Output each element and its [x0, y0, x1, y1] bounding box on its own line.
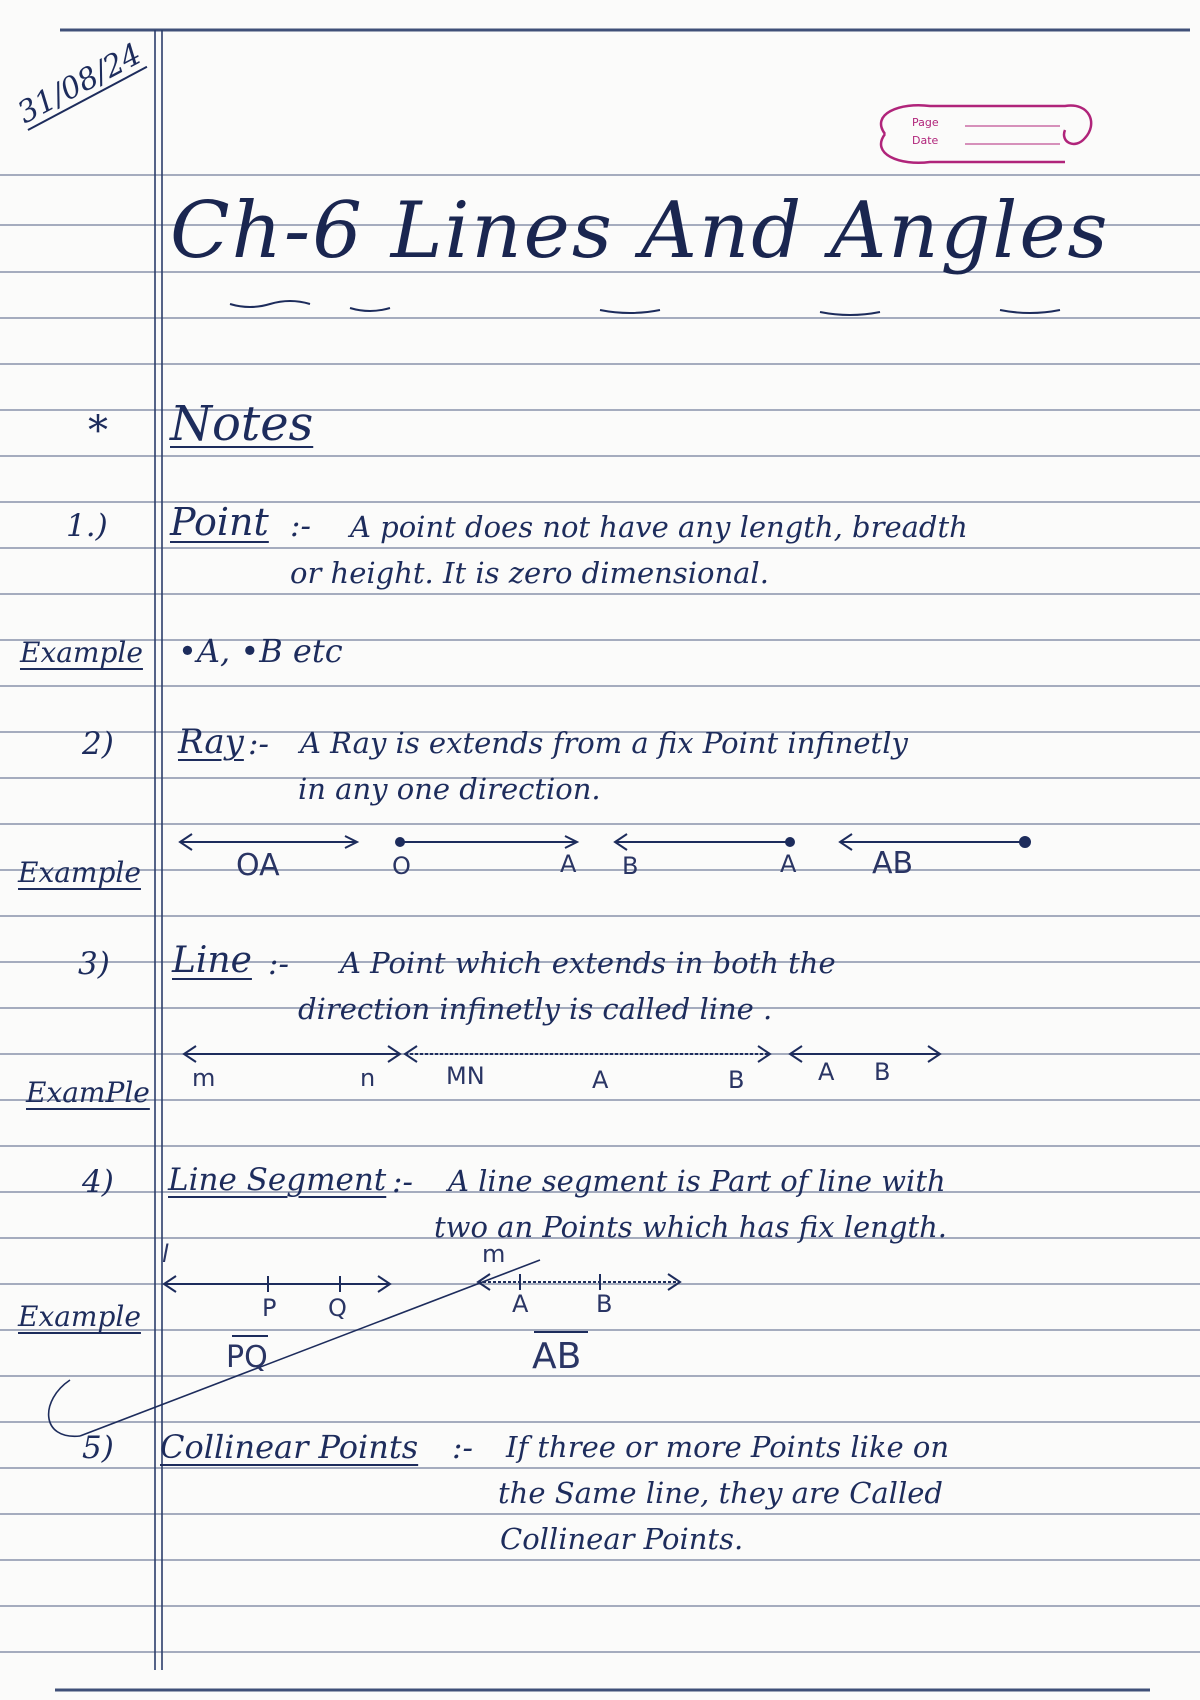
segment-label-p: P: [262, 1294, 277, 1322]
line-label-n: n: [360, 1064, 376, 1092]
collinear-term: Collinear Points: [160, 1428, 419, 1466]
ray-label-a2: A: [780, 850, 797, 878]
segment-sep: :-: [392, 1164, 413, 1200]
line-label-b: B: [728, 1066, 745, 1094]
collinear-def-line1: If three or more Points like on: [506, 1430, 950, 1464]
collinear-def-line3: Collinear Points.: [500, 1522, 744, 1556]
ray-def-line1: A Ray is extends from a fix Point infinetly: [300, 726, 908, 760]
notes-bullet: *: [88, 408, 108, 454]
ray-diagram: [0, 824, 1200, 884]
notes-heading: Notes: [170, 396, 314, 452]
line-label-b2: B: [874, 1058, 891, 1086]
segment-label-ab: AB: [532, 1336, 582, 1377]
segment-label-b: B: [596, 1290, 613, 1318]
collinear-def-line2: the Same line, they are Called: [498, 1476, 943, 1510]
ray-term: Ray: [178, 722, 244, 762]
ray-label-a: A: [560, 850, 577, 878]
ray-number: 2): [82, 726, 114, 762]
stamp-date-label: Date: [912, 134, 939, 147]
line-label-a: A: [592, 1066, 609, 1094]
line-term: Line: [172, 940, 252, 981]
point-def-line1: A point does not have any length, breadth: [350, 510, 968, 544]
segment-label-m: m: [482, 1240, 506, 1268]
ray-label-b: B: [622, 852, 639, 880]
point-example-text: •A, •B etc: [178, 632, 343, 670]
line-number: 3): [78, 946, 110, 982]
point-term: Point: [170, 500, 269, 544]
collinear-sep: :-: [452, 1430, 473, 1466]
point-example-label: Example: [20, 636, 143, 669]
segment-label-q: Q: [328, 1294, 347, 1322]
ray-label-o: O: [392, 852, 411, 880]
ray-sep: :-: [248, 726, 269, 762]
segment-term: Line Segment: [168, 1162, 387, 1198]
ray-label-ab: AB: [872, 846, 914, 881]
point-number: 1.): [66, 508, 108, 544]
line-example-label: ExamPle: [26, 1076, 150, 1109]
page-date-stamp: [860, 94, 1100, 174]
line-def-line1: A Point which extends in both the: [340, 946, 836, 980]
ray-label-oa: OA: [236, 848, 280, 883]
segment-example-label: Example: [18, 1300, 141, 1333]
ray-def-line2: in any one direction.: [298, 772, 601, 806]
segment-label-l: l: [162, 1240, 169, 1268]
segment-def-line2: two an Points which has fix length.: [434, 1210, 947, 1244]
line-label-m: m: [192, 1064, 216, 1092]
collinear-number: 5): [82, 1430, 114, 1466]
ray-example-label: Example: [18, 856, 141, 889]
line-label-a2: A: [818, 1058, 835, 1086]
segment-label-a: A: [512, 1290, 529, 1318]
line-sep: :-: [268, 946, 289, 982]
page-title: Ch-6 Lines And Angles: [170, 186, 1110, 276]
line-def-line2: direction infinetly is called line .: [298, 992, 773, 1026]
date-written: 31/08/24: [12, 36, 148, 131]
segment-label-pq: PQ: [226, 1340, 268, 1375]
point-sep: :-: [290, 508, 311, 544]
segment-number: 4): [82, 1164, 114, 1200]
stamp-page-label: Page: [912, 116, 939, 129]
point-def-line2: or height. It is zero dimensional.: [290, 556, 769, 590]
title-underline: [0, 296, 1200, 356]
line-label-mn: MN: [446, 1062, 485, 1090]
segment-def-line1: A line segment is Part of line with: [448, 1164, 946, 1198]
